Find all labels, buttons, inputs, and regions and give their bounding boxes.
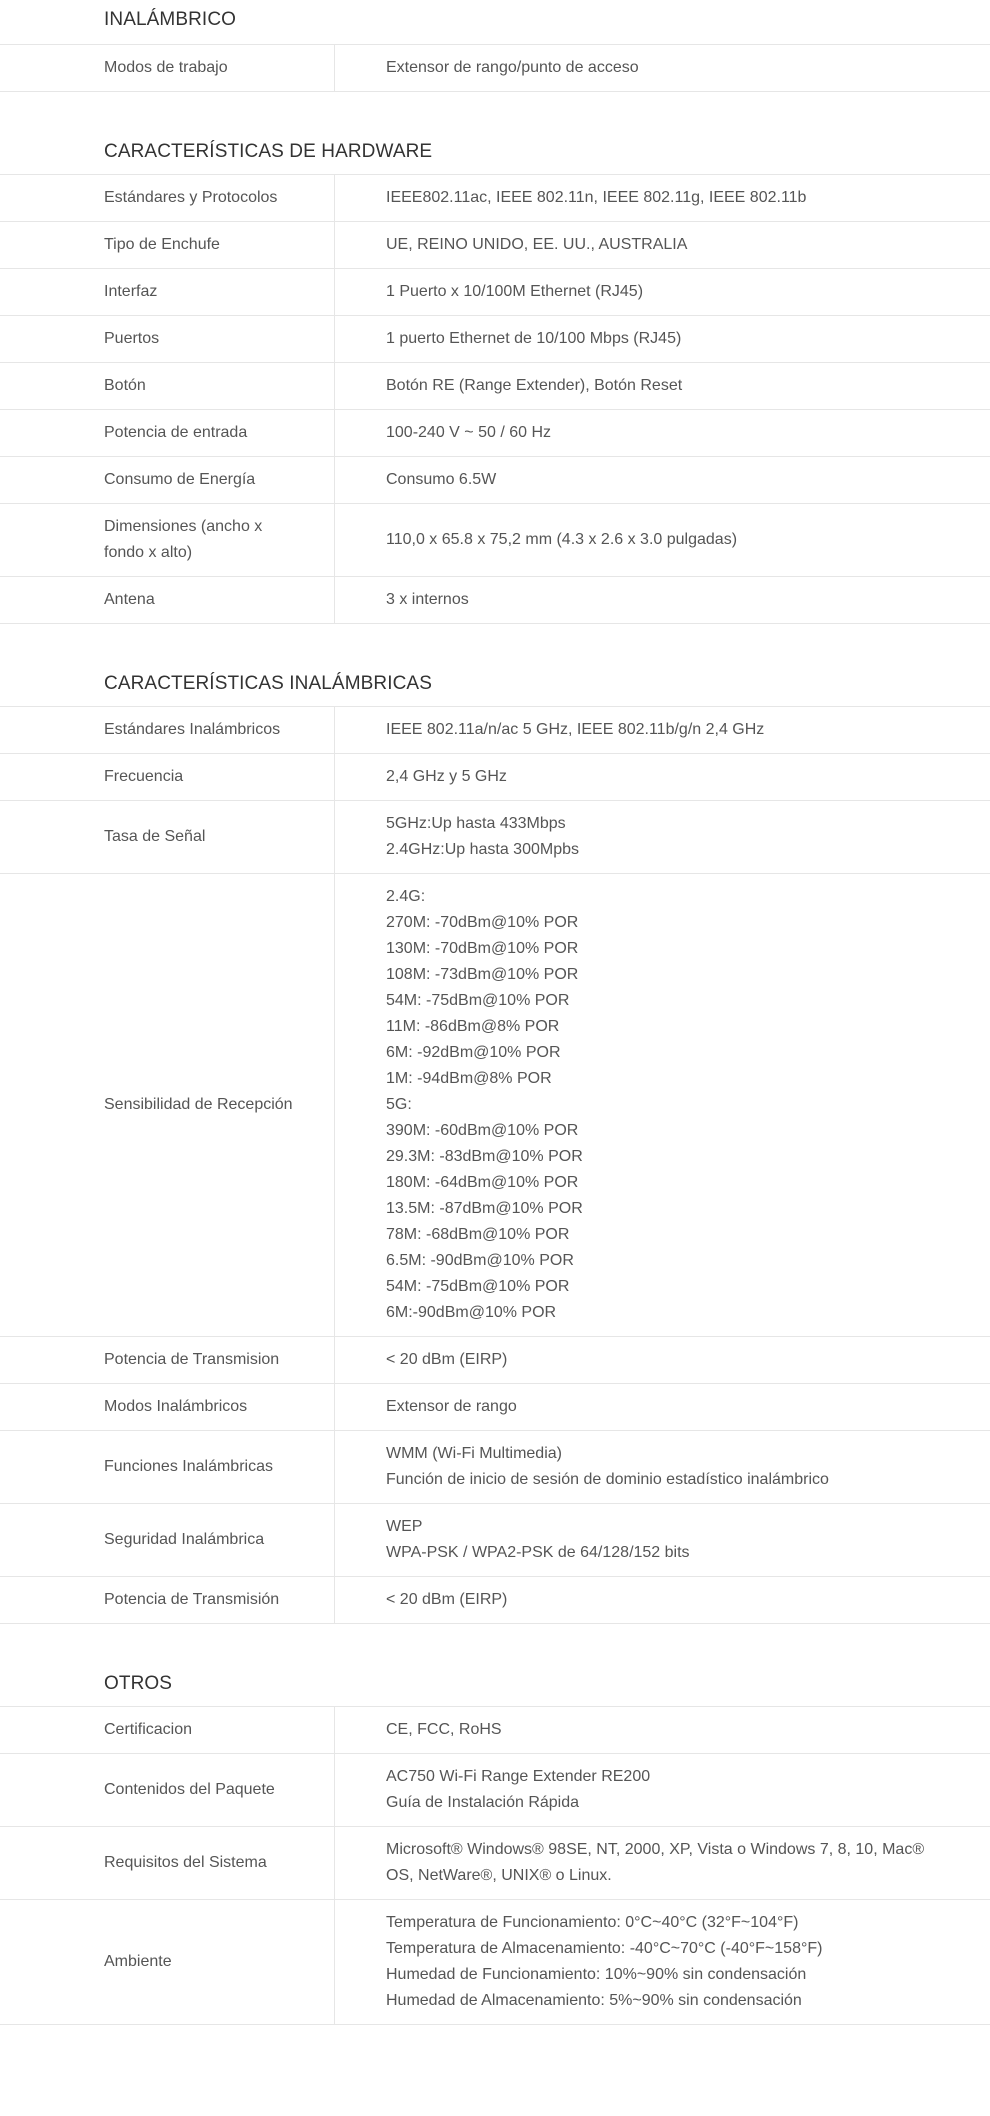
spec-value-line: 2.4G: bbox=[386, 888, 426, 905]
spec-key-cell bbox=[0, 707, 335, 754]
spec-row bbox=[0, 1431, 990, 1504]
spec-value-cell bbox=[335, 1384, 990, 1431]
section-title: CARACTERÍSTICAS INALÁMBRICAS bbox=[104, 673, 432, 694]
spec-row bbox=[0, 457, 990, 504]
spec-value-line: 390M: -60dBm@10% POR bbox=[386, 1122, 579, 1139]
spec-key-label: Frecuencia bbox=[104, 768, 184, 785]
spec-key-cell bbox=[0, 754, 335, 801]
spec-value-line: 29.3M: -83dBm@10% POR bbox=[386, 1148, 583, 1165]
spec-key-cell bbox=[0, 1577, 335, 1624]
spec-key-cell bbox=[0, 45, 335, 92]
spec-key-cell bbox=[0, 1431, 335, 1504]
spec-key-label: Consumo de Energía bbox=[104, 471, 256, 488]
spec-value-line: 270M: -70dBm@10% POR bbox=[386, 914, 579, 931]
spec-row bbox=[0, 1707, 990, 1754]
spec-value-line: 54M: -75dBm@10% POR bbox=[386, 992, 570, 1009]
spec-row bbox=[0, 269, 990, 316]
spec-value-cell bbox=[335, 410, 990, 457]
spec-key-label: Botón bbox=[104, 377, 146, 394]
spec-value-line: CE, FCC, RoHS bbox=[386, 1721, 502, 1738]
spec-value-line: Humedad de Funcionamiento: 10%~90% sin condensación bbox=[386, 1966, 807, 1983]
spec-value-line: 130M: -70dBm@10% POR bbox=[386, 940, 579, 957]
spec-value-line: 2.4GHz:Up hasta 300Mpbs bbox=[386, 841, 579, 858]
spec-key-label: Contenidos del Paquete bbox=[104, 1781, 275, 1798]
spec-value-line: 100-240 V ~ 50 / 60 Hz bbox=[386, 424, 551, 441]
spec-value-line: Guía de Instalación Rápida bbox=[386, 1794, 580, 1811]
spec-key-cell bbox=[0, 222, 335, 269]
section-title: INALÁMBRICO bbox=[104, 9, 237, 30]
spec-value-line: 2,4 GHz y 5 GHz bbox=[386, 768, 507, 785]
spec-row bbox=[0, 874, 990, 1337]
spec-value-line: IEEE802.11ac, IEEE 802.11n, IEEE 802.11g, IEEE 802.11b bbox=[386, 189, 807, 206]
spec-value-line: Extensor de rango/punto de acceso bbox=[386, 59, 639, 76]
spec-key-cell bbox=[0, 874, 335, 1337]
spec-key-label: Tipo de Enchufe bbox=[104, 236, 220, 253]
spec-value-line: Temperatura de Almacenamiento: -40°C~70°C (-40°F~158°F) bbox=[386, 1940, 823, 1957]
spec-row bbox=[0, 410, 990, 457]
spec-row bbox=[0, 1337, 990, 1384]
spec-value-cell bbox=[335, 1337, 990, 1384]
spec-key-cell bbox=[0, 1337, 335, 1384]
section-title: CARACTERÍSTICAS DE HARDWARE bbox=[104, 141, 433, 162]
spec-key-label: Funciones Inalámbricas bbox=[104, 1458, 273, 1475]
spec-value-line: Extensor de rango bbox=[386, 1398, 517, 1415]
spec-key-label: Sensibilidad de Recepción bbox=[104, 1096, 293, 1113]
spec-value-cell bbox=[335, 801, 990, 874]
spec-value-line: IEEE 802.11a/n/ac 5 GHz, IEEE 802.11b/g/n 2,4 GHz bbox=[386, 721, 765, 738]
spec-table bbox=[0, 1706, 990, 2025]
spec-key-label: Estándares Inalámbricos bbox=[104, 721, 281, 738]
spec-value-cell bbox=[335, 45, 990, 92]
spec-value-line: Botón RE (Range Extender), Botón Reset bbox=[386, 377, 683, 394]
spec-key-label: Estándares y Protocolos bbox=[104, 189, 278, 206]
spec-value-line: UE, REINO UNIDO, EE. UU., AUSTRALIA bbox=[386, 236, 688, 253]
spec-key-cell bbox=[0, 363, 335, 410]
spec-key-cell bbox=[0, 504, 335, 577]
spec-key-cell bbox=[0, 175, 335, 222]
spec-section bbox=[0, 130, 990, 624]
section-title: OTROS bbox=[104, 1673, 173, 1694]
spec-key-label: Seguridad Inalámbrica bbox=[104, 1531, 265, 1548]
spec-section bbox=[0, 1662, 990, 2025]
spec-key-cell bbox=[0, 1754, 335, 1827]
spec-value-line: 1 puerto Ethernet de 10/100 Mbps (RJ45) bbox=[386, 330, 682, 347]
spec-value-line: Microsoft® Windows® 98SE, NT, 2000, XP, Vista o Windows 7, 8, 10, Mac® OS, NetWare®, UNIX® o Linux. bbox=[386, 1841, 925, 1884]
spec-value-cell bbox=[335, 269, 990, 316]
spec-key-label: Requisitos del Sistema bbox=[104, 1854, 267, 1871]
spec-row bbox=[0, 801, 990, 874]
spec-value-line: 180M: -64dBm@10% POR bbox=[386, 1174, 579, 1191]
spec-key-cell bbox=[0, 1707, 335, 1754]
spec-key-cell bbox=[0, 801, 335, 874]
spec-value-cell bbox=[335, 504, 990, 577]
spec-key-label: Potencia de Transmision bbox=[104, 1351, 280, 1368]
spec-section bbox=[0, 0, 990, 92]
spec-value-line: WMM (Wi-Fi Multimedia) bbox=[386, 1445, 562, 1462]
spec-row bbox=[0, 1827, 990, 1900]
spec-key-label: Certificacion bbox=[104, 1721, 193, 1738]
spec-value-line: 3 x internos bbox=[386, 591, 469, 608]
spec-value-cell bbox=[335, 577, 990, 624]
spec-key-label: Tasa de Señal bbox=[104, 828, 206, 845]
spec-value-cell bbox=[335, 363, 990, 410]
spec-key-label: Potencia de entrada bbox=[104, 424, 248, 441]
spec-key-label: Modos Inalámbricos bbox=[104, 1398, 248, 1415]
spec-key-cell bbox=[0, 410, 335, 457]
spec-key-label: Modos de trabajo bbox=[104, 59, 228, 76]
spec-value-line: 5GHz:Up hasta 433Mbps bbox=[386, 815, 566, 832]
spec-key-cell bbox=[0, 1900, 335, 2025]
spec-value-line: 5G: bbox=[386, 1096, 412, 1113]
spec-row bbox=[0, 316, 990, 363]
spec-value-line: 78M: -68dBm@10% POR bbox=[386, 1226, 570, 1243]
spec-value-line: Temperatura de Funcionamiento: 0°C~40°C (32°F~104°F) bbox=[386, 1914, 799, 1931]
spec-value-line: 6M:-90dBm@10% POR bbox=[386, 1304, 557, 1321]
spec-key-label: Interfaz bbox=[104, 283, 158, 300]
spec-value-cell bbox=[335, 754, 990, 801]
spec-value-cell bbox=[335, 874, 990, 1337]
spec-key-cell bbox=[0, 1827, 335, 1900]
spec-value-line: WPA-PSK / WPA2-PSK de 64/128/152 bits bbox=[386, 1544, 690, 1561]
spec-value-cell bbox=[335, 316, 990, 363]
spec-row bbox=[0, 1900, 990, 2025]
spec-row bbox=[0, 175, 990, 222]
spec-table bbox=[0, 174, 990, 624]
spec-key-cell bbox=[0, 577, 335, 624]
spec-value-cell bbox=[335, 1707, 990, 1754]
spec-value-line: 108M: -73dBm@10% POR bbox=[386, 966, 579, 983]
spec-value-line: < 20 dBm (EIRP) bbox=[386, 1591, 508, 1608]
spec-key-label: Ambiente bbox=[104, 1953, 172, 1970]
spec-row bbox=[0, 1754, 990, 1827]
spec-value-cell bbox=[335, 1754, 990, 1827]
spec-value-line: 1 Puerto x 10/100M Ethernet (RJ45) bbox=[386, 283, 644, 300]
spec-value-line: AC750 Wi-Fi Range Extender RE200 bbox=[386, 1768, 651, 1785]
spec-key-cell bbox=[0, 1384, 335, 1431]
spec-table bbox=[0, 706, 990, 1624]
spec-key-cell bbox=[0, 1504, 335, 1577]
spec-value-line: 11M: -86dBm@8% POR bbox=[386, 1018, 560, 1035]
spec-value-cell bbox=[335, 1827, 990, 1900]
spec-row bbox=[0, 222, 990, 269]
spec-key-cell bbox=[0, 316, 335, 363]
spec-value-cell bbox=[335, 457, 990, 504]
spec-value-line: 110,0 x 65.8 x 75,2 mm (4.3 x 2.6 x 3.0 pulgadas) bbox=[386, 531, 738, 548]
spec-key-label: Antena bbox=[104, 591, 155, 608]
spec-value-line: 6.5M: -90dBm@10% POR bbox=[386, 1252, 574, 1269]
spec-row bbox=[0, 504, 990, 577]
spec-value-cell bbox=[335, 222, 990, 269]
spec-value-line: < 20 dBm (EIRP) bbox=[386, 1351, 508, 1368]
spec-key-cell bbox=[0, 457, 335, 504]
spec-value-cell bbox=[335, 1900, 990, 2025]
spec-value-cell bbox=[335, 1577, 990, 1624]
spec-value-line: Humedad de Almacenamiento: 5%~90% sin condensación bbox=[386, 1992, 802, 2009]
spec-key-label: Puertos bbox=[104, 330, 160, 347]
spec-row bbox=[0, 1384, 990, 1431]
spec-row bbox=[0, 1504, 990, 1577]
spec-value-cell bbox=[335, 175, 990, 222]
spec-row bbox=[0, 45, 990, 92]
spec-row bbox=[0, 363, 990, 410]
spec-row bbox=[0, 1577, 990, 1624]
spec-value-line: 13.5M: -87dBm@10% POR bbox=[386, 1200, 583, 1217]
spec-key-label: Potencia de Transmisión bbox=[104, 1591, 280, 1608]
spec-key-label: Dimensiones (ancho x fondo x alto) bbox=[104, 518, 263, 561]
spec-section bbox=[0, 662, 990, 1624]
spec-value-line: 6M: -92dBm@10% POR bbox=[386, 1044, 561, 1061]
spec-row bbox=[0, 577, 990, 624]
spec-value-line: Consumo 6.5W bbox=[386, 471, 497, 488]
spec-key-cell bbox=[0, 269, 335, 316]
spec-value-cell bbox=[335, 1431, 990, 1504]
spec-table bbox=[0, 44, 990, 92]
spec-value-line: 54M: -75dBm@10% POR bbox=[386, 1278, 570, 1295]
spec-value-cell bbox=[335, 1504, 990, 1577]
spec-row bbox=[0, 707, 990, 754]
spec-value-line: 1M: -94dBm@8% POR bbox=[386, 1070, 552, 1087]
spec-row bbox=[0, 754, 990, 801]
spec-value-cell bbox=[335, 707, 990, 754]
spec-value-line: WEP bbox=[386, 1518, 423, 1535]
spec-value-line: Función de inicio de sesión de dominio estadístico inalámbrico bbox=[386, 1471, 829, 1488]
